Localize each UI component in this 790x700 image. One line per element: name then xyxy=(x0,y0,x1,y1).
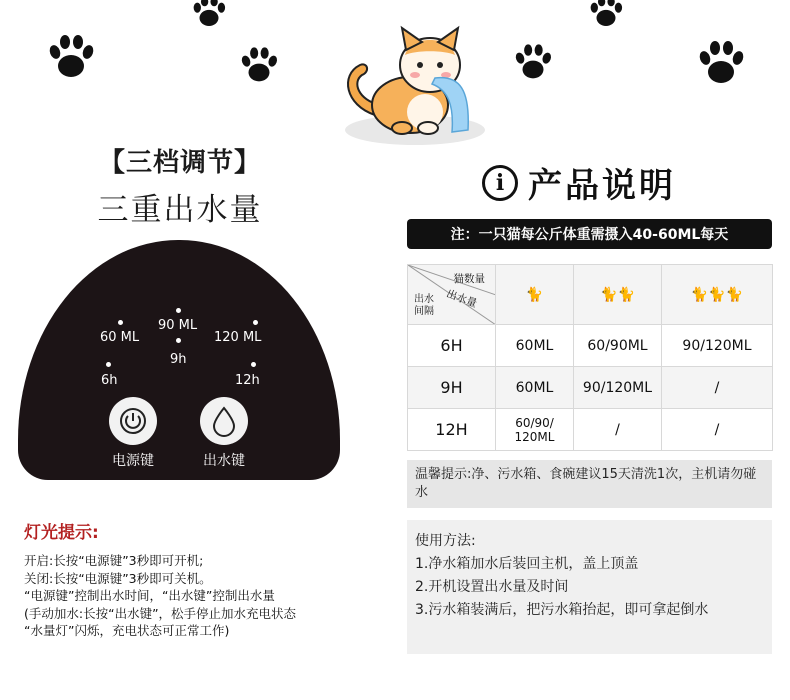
indicator-dot xyxy=(106,362,111,367)
label-60ml: 60 ML xyxy=(100,330,140,345)
table-row xyxy=(408,409,773,451)
label-120ml: 120 ML xyxy=(214,330,262,345)
usage-title: 使用方法: xyxy=(415,533,476,549)
control-panel xyxy=(18,240,340,480)
table-cell: / xyxy=(662,409,773,451)
hint-title: 灯光提示: xyxy=(24,523,99,543)
header-one-cat xyxy=(496,265,574,325)
power-icon xyxy=(118,406,148,436)
water-drop-icon xyxy=(209,405,239,437)
hint-line: “电源键”控制出水时间，“出水键”控制出水量 xyxy=(24,588,275,603)
section-subtitle: 三重出水量 xyxy=(97,192,263,228)
table-cell: 60ML xyxy=(496,367,574,409)
header-water: 出水量 xyxy=(444,287,478,310)
water-button-label: 出水键 xyxy=(203,453,245,469)
header-three-cats xyxy=(662,265,773,325)
water-button[interactable] xyxy=(200,397,248,445)
table-cell: 90/120ML xyxy=(662,325,773,367)
cat-icon: 🐈 xyxy=(525,286,544,303)
indicator-dot xyxy=(176,308,181,313)
tip-box: 温馨提示:净、污水箱、食碗建议15天清洗1次，主机请勿碰水 xyxy=(407,460,772,508)
hint-line: 开启:长按“电源键”3秒即可开机; xyxy=(24,553,204,568)
header-cat-count: 猫数量 xyxy=(453,273,485,285)
indicator-dot xyxy=(253,320,258,325)
table-row xyxy=(408,367,773,409)
section-title: 【三档调节】 xyxy=(98,148,261,178)
interval-cell: 6H xyxy=(408,325,496,367)
indicator-dot xyxy=(176,338,181,343)
table-cell: / xyxy=(662,367,773,409)
header-two-cats xyxy=(574,265,662,325)
table-cell: 90/120ML xyxy=(574,367,662,409)
usage-step: 3.污水箱装满后，把污水箱抬起，即可拿起倒水 xyxy=(415,602,709,618)
usage-step: 2.开机设置出水量及时间 xyxy=(415,579,569,595)
paw-icon xyxy=(695,38,747,90)
table-cell: / xyxy=(574,409,662,451)
label-12h: 12h xyxy=(235,373,260,388)
paw-icon xyxy=(190,0,228,30)
table-row xyxy=(408,325,773,367)
label-90ml: 90 ML xyxy=(158,318,198,333)
power-button-label: 电源键 xyxy=(112,453,154,469)
label-6h: 6h xyxy=(101,373,118,388)
interval-cell: 9H xyxy=(408,367,496,409)
header-interval: 出水 间隔 xyxy=(414,294,434,317)
paw-icon xyxy=(238,45,280,87)
table-cell: 60/90/ 120ML xyxy=(496,409,574,451)
hint-line: (手动加水:长按“出水键”，松手停止加水充电状态 xyxy=(24,605,297,621)
hint-line: 关闭:长按“电源键”3秒即可关机。 xyxy=(24,570,212,586)
table-header-row xyxy=(408,265,773,325)
cat-icon: 🐈🐈 xyxy=(600,286,635,303)
label-9h: 9h xyxy=(170,352,187,367)
usage-step: 1.净水箱加水后装回主机，盖上顶盖 xyxy=(415,556,639,572)
info-icon: i xyxy=(482,165,518,201)
product-title: 产品说明 xyxy=(528,166,676,206)
cat-icon: 🐈🐈🐈 xyxy=(690,286,744,303)
usage-box xyxy=(407,520,772,654)
paw-icon xyxy=(587,0,625,30)
indicator-dot xyxy=(251,362,256,367)
power-button[interactable] xyxy=(109,397,157,445)
header-diagonal-cell xyxy=(408,265,496,325)
paw-icon xyxy=(45,32,97,84)
cat-drinking-icon xyxy=(330,20,505,150)
table-cell: 60ML xyxy=(496,325,574,367)
indicator-dot xyxy=(118,320,123,325)
spec-table xyxy=(407,264,773,451)
interval-cell: 12H xyxy=(408,409,496,451)
table-cell: 60/90ML xyxy=(574,325,662,367)
note-bar: 注：一只猫每公斤体重需摄入40-60ML每天 xyxy=(407,219,772,249)
hint-line: “水量灯”闪烁，充电状态可正常工作) xyxy=(24,623,230,638)
paw-icon xyxy=(512,42,554,84)
hint-lines xyxy=(24,552,384,640)
